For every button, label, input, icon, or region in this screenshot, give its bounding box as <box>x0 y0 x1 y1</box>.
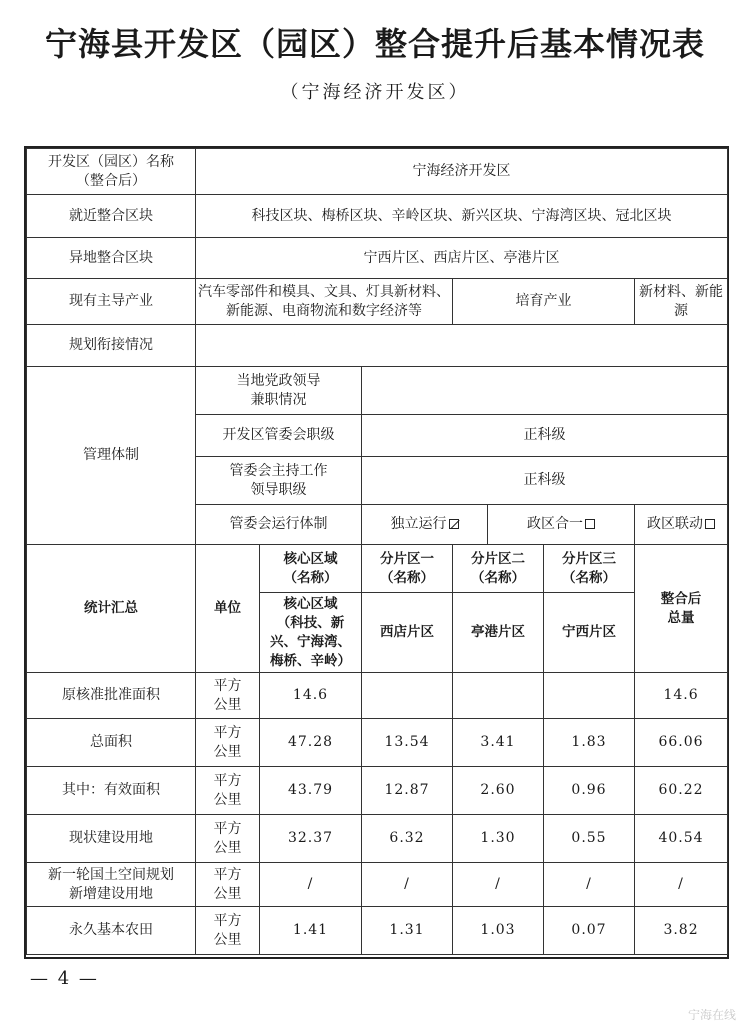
value-zone1: 13.54 <box>362 719 453 767</box>
remote-value: 宁西片区、西店片区、亭港片区 <box>196 238 728 279</box>
unit-line1: 平方 <box>213 772 242 789</box>
industry-value-line1: 汽车零部件和模具、文具、灯具新材料、 <box>198 283 450 300</box>
value-core: 47.28 <box>260 719 362 767</box>
operation-label: 管委会运行体制 <box>196 505 362 545</box>
value-zone3 <box>544 673 635 719</box>
row-label: 其中：有效面积 <box>27 767 196 815</box>
unit-line2: 公里 <box>213 743 242 760</box>
basic-info-table <box>26 148 728 955</box>
value-zone3: 0.55 <box>544 815 635 863</box>
value-core: 1.41 <box>260 907 362 955</box>
industry-value-line2: 新能源、电商物流和数字经济等 <box>226 302 422 319</box>
checkbox-empty-icon[interactable] <box>585 519 595 529</box>
value-zone1: 6.32 <box>362 815 453 863</box>
name-value: 宁海经济开发区 <box>196 149 728 195</box>
leader-value <box>362 367 728 415</box>
table-row <box>27 815 728 863</box>
unit-label: 单位 <box>196 545 260 673</box>
host-value: 正科级 <box>362 457 728 505</box>
table-row <box>27 907 728 955</box>
summary-label: 统计汇总 <box>27 545 196 673</box>
unit-line1: 平方 <box>213 866 242 883</box>
header-zone1-line1: 分片区一 <box>380 550 434 567</box>
name-zone2: 亭港片区 <box>453 593 544 673</box>
name-core <box>260 593 362 673</box>
unit-line1: 平方 <box>213 912 242 929</box>
value-zone3: 0.96 <box>544 767 635 815</box>
management-label: 管理体制 <box>27 367 196 545</box>
planning-label: 规划衔接情况 <box>27 325 196 367</box>
industry-value <box>196 279 453 325</box>
row-label: 永久基本农田 <box>27 907 196 955</box>
option-independent-label: 独立运行 <box>390 516 447 532</box>
name-label-line2: （整合后） <box>76 172 146 189</box>
table-row <box>27 767 728 815</box>
value-total: 40.54 <box>635 815 728 863</box>
value-zone2: / <box>453 863 544 907</box>
header-core-line1: 核心区域 <box>283 550 338 567</box>
value-total: 3.82 <box>635 907 728 955</box>
value-core: 14.6 <box>260 673 362 719</box>
planning-value <box>196 325 728 367</box>
row-label: 总面积 <box>27 719 196 767</box>
row-unit <box>196 863 260 907</box>
header-core-line2: （名称） <box>283 569 338 586</box>
header-zone1-line2: （名称） <box>380 569 434 586</box>
leader-label <box>196 367 362 415</box>
value-total: 66.06 <box>635 719 728 767</box>
unit-line2: 公里 <box>213 885 242 902</box>
name-zone3: 宁西片区 <box>544 593 635 673</box>
page-subtitle: （宁海经济开发区） <box>280 82 470 103</box>
remote-label: 异地整合区块 <box>27 238 196 279</box>
option-unified[interactable] <box>488 505 635 545</box>
name-core-line4: 梅桥、辛岭） <box>270 652 351 669</box>
industry-label: 现有主导产业 <box>27 279 196 325</box>
unit-line1: 平方 <box>213 724 242 741</box>
nearby-label: 就近整合区块 <box>27 195 196 238</box>
value-total: 14.6 <box>635 673 728 719</box>
value-total: / <box>635 863 728 907</box>
value-zone2: 1.30 <box>453 815 544 863</box>
host-label-line2: 领导职级 <box>250 481 307 498</box>
checkbox-checked-icon[interactable] <box>449 519 459 529</box>
value-zone1 <box>362 673 453 719</box>
row-label-line1: 新一轮国土空间规划 <box>48 866 174 883</box>
header-zone3-line1: 分片区三 <box>562 550 616 567</box>
page-title: 宁海县开发区（园区）整合提升后基本情况表 <box>44 25 705 63</box>
option-linked-label: 政区联动 <box>647 516 704 532</box>
header-zone1 <box>362 545 453 593</box>
table-row <box>27 719 728 767</box>
header-core <box>260 545 362 593</box>
value-zone1: 1.31 <box>362 907 453 955</box>
value-core: 32.37 <box>260 815 362 863</box>
row-unit <box>196 907 260 955</box>
row-unit <box>196 673 260 719</box>
row-unit <box>196 719 260 767</box>
option-unified-label: 政区合一 <box>527 516 583 532</box>
value-zone2: 2.60 <box>453 767 544 815</box>
cultivate-value: 新材料、新能源 <box>635 279 728 325</box>
name-label-cell <box>27 149 196 195</box>
header-zone3 <box>544 545 635 593</box>
unit-line2: 公里 <box>213 839 242 856</box>
value-core: / <box>260 863 362 907</box>
row-label: 原核准批准面积 <box>27 673 196 719</box>
header-zone2-line1: 分片区二 <box>471 550 525 567</box>
name-core-line3: 兴、宁海湾、 <box>270 633 351 650</box>
option-linked[interactable] <box>635 505 728 545</box>
name-zone1: 西店片区 <box>362 593 453 673</box>
table-row <box>27 863 728 907</box>
header-zone3-line2: （名称） <box>562 569 616 586</box>
page-number: — 4 — <box>30 968 99 989</box>
row-label <box>27 863 196 907</box>
total-label-line1: 整合后 <box>660 590 702 607</box>
value-zone2: 1.03 <box>453 907 544 955</box>
row-unit <box>196 767 260 815</box>
header-zone2 <box>453 545 544 593</box>
nearby-value: 科技区块、梅桥区块、辛岭区块、新兴区块、宁海湾区块、冠北区块 <box>196 195 728 238</box>
host-label-line1: 管委会主持工作 <box>229 462 328 479</box>
row-unit <box>196 815 260 863</box>
value-core: 43.79 <box>260 767 362 815</box>
name-label-line1: 开发区（园区）名称 <box>48 153 174 170</box>
total-label-line2: 总量 <box>667 609 695 626</box>
leader-label-line1: 当地党政领导 <box>236 372 321 389</box>
option-independent[interactable] <box>362 505 488 545</box>
committee-value: 正科级 <box>362 415 728 457</box>
value-zone2: 3.41 <box>453 719 544 767</box>
unit-line2: 公里 <box>213 931 242 948</box>
cultivate-label: 培育产业 <box>453 279 635 325</box>
name-core-line1: 核心区域 <box>283 595 338 612</box>
unit-line2: 公里 <box>213 791 242 808</box>
table-row <box>27 673 728 719</box>
value-zone3: 0.07 <box>544 907 635 955</box>
name-core-line2: （科技、新 <box>276 614 345 631</box>
committee-label: 开发区管委会职级 <box>196 415 362 457</box>
unit-line2: 公里 <box>213 696 242 713</box>
value-zone3: / <box>544 863 635 907</box>
value-zone3: 1.83 <box>544 719 635 767</box>
row-label-line2: 新增建设用地 <box>69 885 153 902</box>
header-zone2-line2: （名称） <box>471 569 525 586</box>
host-label <box>196 457 362 505</box>
watermark-logo: 宁海在线 <box>687 1008 736 1022</box>
value-zone1: 12.87 <box>362 767 453 815</box>
leader-label-line2: 兼职情况 <box>250 391 307 408</box>
row-label: 现状建设用地 <box>27 815 196 863</box>
value-zone2 <box>453 673 544 719</box>
value-zone1: / <box>362 863 453 907</box>
unit-line1: 平方 <box>213 677 242 694</box>
checkbox-empty-icon[interactable] <box>705 519 715 529</box>
total-label <box>635 545 728 673</box>
value-total: 60.22 <box>635 767 728 815</box>
unit-line1: 平方 <box>213 820 242 837</box>
